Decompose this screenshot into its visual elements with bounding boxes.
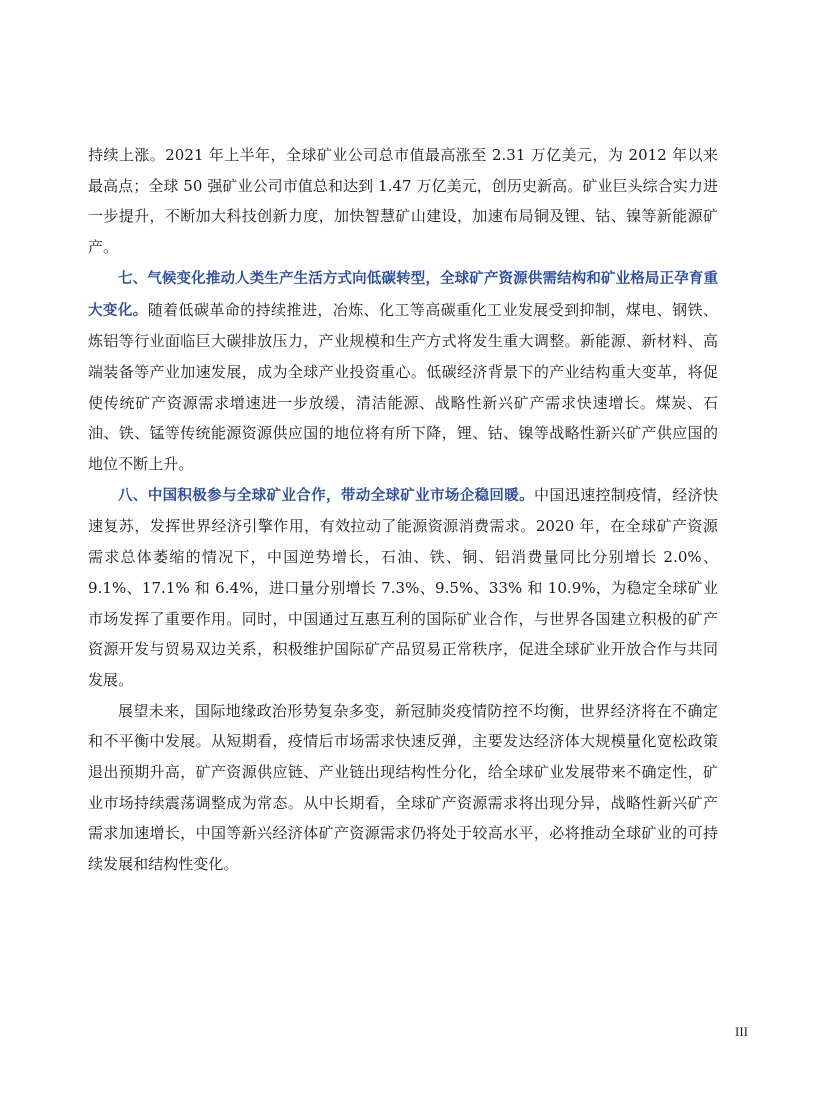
paragraph-section-eight (88, 480, 718, 696)
section-heading: 七、气候变化推动人类生产生活方式向低碳转型，全球矿产资源供需结构和矿业格局正孕育重大变化。 (88, 270, 718, 319)
page-number: III (735, 1024, 748, 1039)
paragraph-body: 中国迅速控制疫情，经济快速复苏，发挥世界经济引擎作用，有效拉动了能源资源消费需求。2020 年，在全球矿产资源需求总体萎缩的情况下，中国逆势增长，石油、铁、铜、铝消费量同比分别增长 2.0%、9.1%、17.1% 和 6.4%，进口量分别增长 7.3%、9.5%、33% 和 10.9%，为稳定全球矿业市场发挥了重要作用。同时，中国通过互惠互利的国际矿业合作，与世界各国建立积极的矿产资源开发与贸易双边关系，积极维护国际矿产品贸易正常秩序，促进全球矿业开放合作与共同发展。 (88, 485, 718, 689)
paragraph-section-seven (88, 263, 718, 480)
section-heading: 八、中国积极参与全球矿业合作，带动全球矿业市场企稳回暖。 (118, 487, 535, 504)
paragraph-body: 持续上涨。2021 年上半年，全球矿业公司总市值最高涨至 2.31 万亿美元，为 2012 年以来最高点；全球 50 强矿业公司市值总和达到 1.47 万亿美元，创历史新高。矿业巨头综合实力进一步提升，不断加大科技创新力度，加快智慧矿山建设，加速布局铜及锂、钴、镍等新能源矿产。 (88, 146, 718, 257)
paragraph-body: 展望未来，国际地缘政治形势复杂多变，新冠肺炎疫情防控不均衡，世界经济将在不确定和不平衡中发展。从短期看，疫情后市场需求快速反弹，主要发达经济体大规模量化宽松政策退出预期升高，矿产资源供应链、产业链出现结构性分化，给全球矿业发展带来不确定性，矿业市场持续震荡调整成为常态。从中长期看，全球矿产资源需求将出现分异，战略性新兴矿产需求加速增长，中国等新兴经济体矿产资源需求仍将处于较高水平，必将推动全球矿业的可持续发展和结构性变化。 (88, 701, 718, 874)
paragraph-continuation (88, 140, 718, 263)
document-body (88, 140, 718, 880)
paragraph-body: 随着低碳革命的持续推进，冶炼、化工等高碳重化工业发展受到抑制，煤电、钢铁、炼铝等行业面临巨大碳排放压力，产业规模和生产方式将发生重大调整。新能源、新材料、高端装备等产业加速发展，成为全球产业投资重心。低碳经济背景下的产业结构重大变革，将促使传统矿产资源需求增速进一步放缓，清洁能源、战略性新兴矿产需求快速增长。煤炭、石油、铁、锰等传统能源资源供应国的地位将有所下降，锂、钴、镍等战略性新兴矿产供应国的地位不断上升。 (88, 300, 719, 474)
paragraph-outlook (88, 696, 718, 880)
